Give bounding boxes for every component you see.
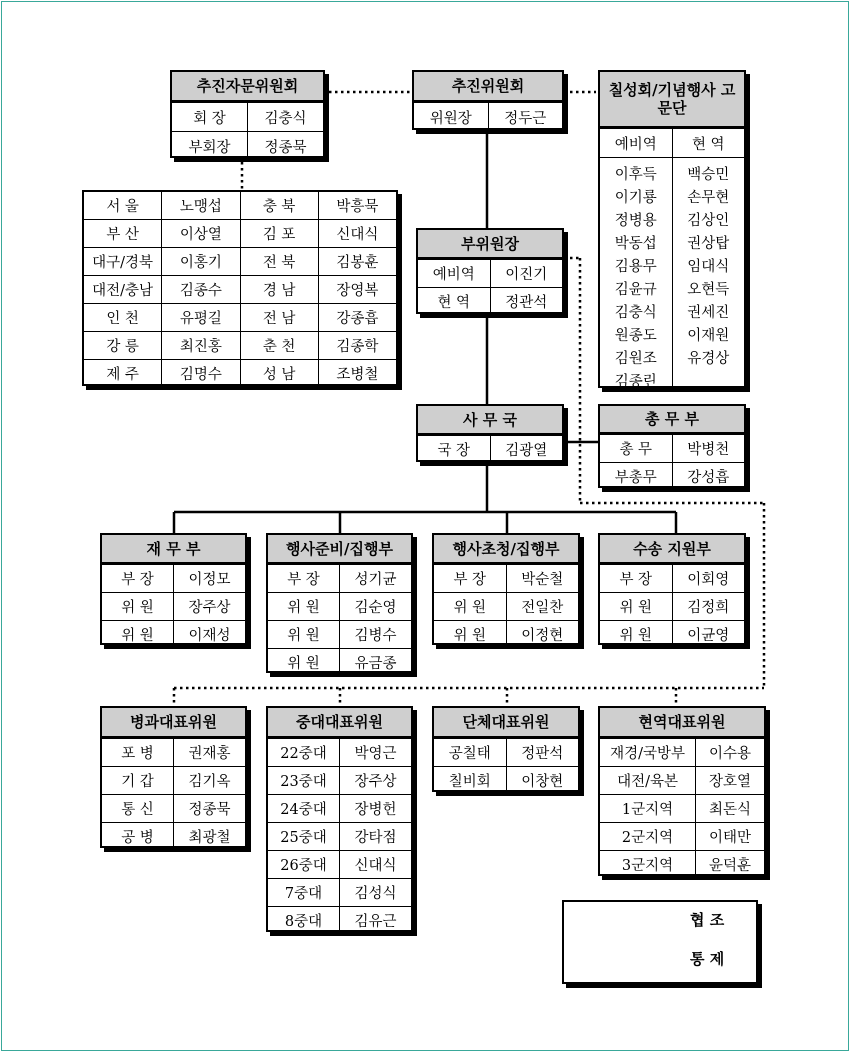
person: 장병헌	[339, 795, 411, 822]
person: 김종학	[318, 332, 396, 359]
role: 예비역	[432, 267, 475, 283]
region: 서 울	[106, 199, 139, 215]
person: 이홍기	[161, 248, 239, 275]
area: 재경/국방부	[610, 746, 685, 762]
legend	[562, 900, 758, 984]
company: 7중대	[284, 886, 323, 902]
branch: 공 병	[121, 830, 154, 846]
vice-chair-title: 부위원장	[418, 230, 562, 259]
region: 대전/충남	[92, 283, 154, 299]
person: 이회영	[672, 565, 745, 592]
role: 부 장	[619, 572, 653, 588]
role: 부 장	[287, 572, 320, 588]
person: 이균영	[672, 621, 745, 648]
branch-representatives-box	[100, 706, 247, 848]
list-item: 박동섭	[614, 236, 657, 252]
region: 대구/경북	[92, 255, 154, 271]
list-item: 김용무	[614, 259, 657, 275]
person: 박병천	[672, 435, 745, 462]
list-item: 김윤규	[614, 282, 657, 298]
person: 김종수	[161, 276, 239, 303]
person: 이상열	[161, 220, 239, 247]
person: 장영복	[318, 276, 396, 303]
list-item: 김충식	[614, 305, 657, 321]
general-affairs-box	[598, 404, 746, 488]
person: 이정현	[506, 621, 579, 648]
person: 김성식	[339, 879, 411, 906]
group: 칠비회	[448, 774, 491, 790]
company: 23중대	[280, 774, 327, 790]
list-item: 이기룡	[614, 190, 657, 206]
role: 현 역	[437, 295, 471, 311]
person: 김기옥	[173, 767, 245, 794]
secretariat-box	[416, 404, 564, 462]
person: 장주상	[173, 593, 245, 620]
finance-dept-title: 재 무 부	[102, 535, 245, 564]
person: 김유근	[339, 907, 411, 934]
event-prep-dept-title: 행사준비/집행부	[268, 535, 411, 564]
person: 김명수	[161, 360, 239, 387]
region: 강 릉	[106, 339, 139, 355]
person: 이정모	[173, 565, 245, 592]
region: 춘 천	[240, 332, 318, 359]
transport-support-dept-box	[598, 533, 746, 645]
area: 대전/육본	[617, 774, 678, 790]
person: 김광열	[490, 436, 563, 463]
company: 8중대	[284, 914, 323, 930]
area: 3군지역	[621, 858, 674, 874]
role: 부 장	[121, 572, 154, 588]
branch: 포 병	[121, 746, 154, 762]
person: 김병수	[339, 621, 411, 648]
list-item: 김원조	[614, 351, 657, 367]
region: 경 남	[240, 276, 318, 303]
list-item: 권세진	[687, 305, 730, 321]
person: 정판석	[506, 739, 579, 766]
region: 김 포	[240, 220, 318, 247]
list-item: 손무현	[687, 190, 730, 206]
person: 신대식	[339, 851, 411, 878]
memorial-advisors-box	[598, 70, 746, 388]
event-invite-dept-title: 행사초청/집행부	[434, 535, 578, 564]
region: 부 산	[106, 227, 139, 243]
role: 위원장	[429, 110, 472, 127]
role: 부총무	[614, 470, 657, 486]
person: 강타점	[339, 823, 411, 850]
role: 위 원	[619, 600, 653, 616]
role: 위 원	[287, 628, 320, 644]
role: 위 원	[121, 628, 154, 644]
branch: 기 갑	[121, 774, 154, 790]
person: 최광철	[173, 823, 245, 850]
list-item: 백승민	[687, 167, 730, 183]
active-list	[672, 158, 745, 388]
person: 전일찬	[506, 593, 579, 620]
person: 강성흡	[672, 463, 745, 490]
role: 위 원	[619, 628, 653, 644]
list-item: 김종린	[614, 374, 657, 388]
branch-representatives-title: 병과대표위원	[102, 708, 245, 738]
person: 김충식	[247, 103, 323, 131]
person: 이수용	[695, 739, 764, 766]
subheader-active: 현 역	[672, 129, 745, 157]
list-item: 이재원	[687, 328, 730, 344]
person: 박영근	[339, 739, 411, 766]
active-duty-representatives-title: 현역대표위원	[600, 708, 764, 738]
list-item: 오현득	[687, 282, 730, 298]
role: 부 장	[453, 572, 487, 588]
list-item: 원종도	[614, 328, 657, 344]
region: 성 남	[240, 360, 318, 387]
person: 박순철	[506, 565, 579, 592]
role: 총 무	[619, 442, 653, 458]
advisory-committee-box	[170, 70, 325, 158]
person: 박흥묵	[318, 192, 396, 219]
event-prep-dept-box	[266, 533, 413, 673]
person: 김정희	[672, 593, 745, 620]
company: 24중대	[280, 802, 327, 818]
region: 제 주	[106, 367, 139, 383]
list-item: 김상인	[687, 213, 730, 229]
company: 22중대	[280, 746, 327, 762]
promotion-committee-box	[412, 70, 564, 130]
role: 회 장	[193, 110, 226, 127]
person: 권재홍	[173, 739, 245, 766]
company-representatives-title: 중대대표위원	[268, 708, 411, 738]
company: 26중대	[280, 858, 327, 874]
person: 정종묵	[247, 132, 323, 160]
role: 위 원	[121, 600, 154, 616]
advisory-committee-title: 추진자문위원회	[172, 72, 323, 102]
person: 강종흡	[318, 304, 396, 331]
memorial-advisors-title: 칠성회/기념행사 고문단	[600, 72, 744, 128]
region: 전 북	[240, 248, 318, 275]
secretariat-title: 사 무 국	[418, 406, 562, 435]
region: 인 천	[106, 311, 139, 327]
person: 신대식	[318, 220, 396, 247]
promotion-committee-title: 추진위원회	[414, 72, 562, 102]
person: 정종묵	[173, 795, 245, 822]
person: 정두근	[488, 103, 563, 131]
role: 위 원	[453, 628, 487, 644]
person: 정관석	[490, 288, 563, 315]
group-representatives-title: 단체대표위원	[434, 708, 578, 738]
group-representatives-box	[432, 706, 580, 792]
person: 김순영	[339, 593, 411, 620]
subheader-reserve: 예비역	[614, 136, 657, 153]
list-item: 권상탑	[687, 236, 730, 252]
vice-chair-box	[416, 228, 564, 314]
active-duty-representatives-box	[598, 706, 766, 876]
area: 2군지역	[621, 830, 674, 846]
legend-solid-label: 통 제	[690, 950, 725, 968]
regional-members-box	[82, 190, 398, 386]
finance-dept-box	[100, 533, 247, 645]
person: 성기균	[339, 565, 411, 592]
transport-support-dept-title: 수송 지원부	[600, 535, 744, 564]
person: 이재성	[173, 621, 245, 648]
person: 노맹섭	[161, 192, 239, 219]
role: 위 원	[287, 600, 320, 616]
area: 1군지역	[621, 802, 674, 818]
event-invite-dept-box	[432, 533, 580, 645]
branch: 통 신	[121, 802, 154, 818]
region: 충 북	[240, 192, 318, 219]
person: 조병철	[318, 360, 396, 387]
role: 국 장	[437, 443, 471, 459]
role: 위 원	[287, 656, 320, 672]
role: 위 원	[453, 600, 487, 616]
person: 유금종	[339, 649, 411, 676]
person: 이진기	[490, 260, 563, 287]
person: 최돈식	[695, 795, 764, 822]
reserve-list	[600, 158, 672, 388]
person: 유평길	[161, 304, 239, 331]
person: 김봉훈	[318, 248, 396, 275]
legend-dotted-label: 협 조	[690, 911, 725, 929]
person: 장호열	[695, 767, 764, 794]
general-affairs-title: 총 무 부	[600, 406, 744, 434]
list-item: 정병용	[614, 213, 657, 229]
list-item: 유경상	[687, 351, 730, 367]
role: 부회장	[188, 139, 231, 156]
list-item: 이후득	[614, 167, 657, 183]
group: 공칠태	[448, 746, 491, 762]
person: 이창현	[506, 767, 579, 794]
region: 전 남	[240, 304, 318, 331]
person: 이태만	[695, 823, 764, 850]
company-representatives-box	[266, 706, 413, 932]
company: 25중대	[280, 830, 327, 846]
person: 최진홍	[161, 332, 239, 359]
list-item: 임대식	[687, 259, 730, 275]
person: 장주상	[339, 767, 411, 794]
person: 윤덕훈	[695, 851, 764, 878]
